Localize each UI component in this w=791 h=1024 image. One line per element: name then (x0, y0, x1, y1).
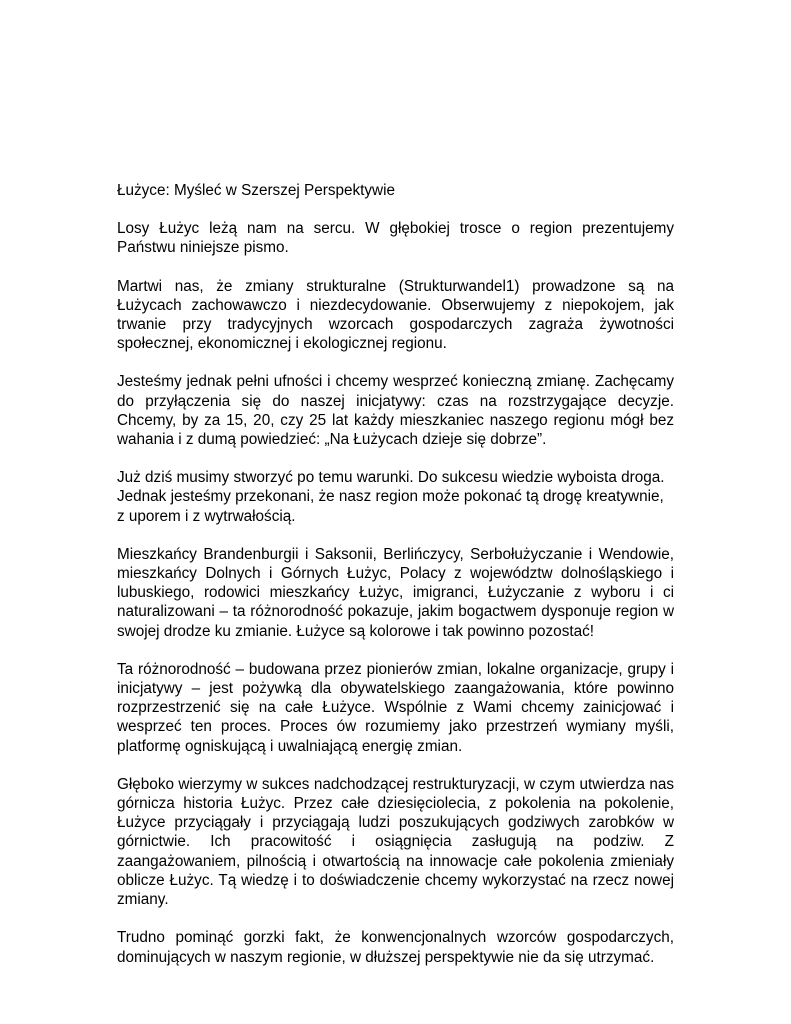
paragraph: Głęboko wierzymy w sukces nadchodzącej restrukturyzacji, w czym utwierdza nas górnicza historia Łużyc. Przez całe dziesięciolecia, z pokolenia na pokolenie, Łużyce przyciągały i przyciągają ludzi poszukujących godziwych zarobków w górnictwie. Ich pracowitość i osiągnięcia zasługują na podziw. Z zaangażowaniem, pilnością i otwartością na innowacje całe pokolenia zmieniały oblicze Łużyc. Tą wiedzę i to doświadczenie chcemy wykorzystać na rzecz nowej zmiany. (117, 775, 674, 909)
paragraph: Martwi nas, że zmiany strukturalne (Strukturwandel1) prowadzone są na Łużycach zachowawczo i niezdecydowanie. Obserwujemy z niepokojem, jak trwanie przy tradycyjnych wzorcach gospodarczych zagraża żywotności społecznej, ekonomicznej i ekologicznej regionu. (117, 277, 674, 353)
document-title: Łużyce: Myśleć w Szerszej Perspektywie (117, 182, 395, 199)
paragraph: Już dziś musimy stworzyć po temu warunki. Do sukcesu wiedzie wyboista droga. Jednak jesteśmy przekonani, że nasz region może pokonać tą drogę kreatywnie, z uporem i z wytrwałością. (117, 469, 665, 525)
paragraph: Losy Łużyc leżą nam na sercu. W głębokiej trosce o region prezentujemy Państwu niniejsze pismo. (117, 220, 674, 257)
paragraph: Trudno pominąć gorzki fakt, że konwencjonalnych wzorców gospodarczych, dominujących w naszym regionie, w dłuższej perspektywie nie da się utrzymać. (117, 929, 674, 966)
paragraph: Jesteśmy jednak pełni ufności i chcemy wesprzeć konieczną zmianę. Zachęcamy do przyłączenia się do naszej inicjatywy: czas na rozstrzygające decyzje. Chcemy, by za 15, 20, czy 25 lat każdy mieszkaniec naszego regionu mógł bez wahania i z dumą powiedzieć: „Na Łużycach dzieje się dobrze”. (117, 373, 674, 449)
paragraph: Ta różnorodność – budowana przez pionierów zmian, lokalne organizacje, grupy i inicjatywy – jest pożywką dla obywatelskiego zaangażowania, które powinno rozprzestrzenić się na całe Łużyce. Wspólnie z Wami chcemy zainicjować i wesprzeć ten proces. Proces ów rozumiemy jako przestrzeń wymiany myśli, platformę ogniskującą i uwalniającą energię zmian. (117, 660, 674, 755)
document-body (117, 181, 674, 986)
paragraph: Mieszkańcy Brandenburgii i Saksonii, Berlińczycy, Serbołużyczanie i Wendowie, mieszkańcy Dolnych i Górnych Łużyc, Polacy z województw dolnośląskiego i lubuskiego, rodowici mieszkańcy Łużyc, imigranci, Łużyczanie z wyboru i ci naturalizowani – ta różnorodność pokazuje, jakim bogactwem dysponuje region w swojej drodze ku zmianie. Łużyce są kolorowe i tak powinno pozostać! (117, 545, 674, 640)
